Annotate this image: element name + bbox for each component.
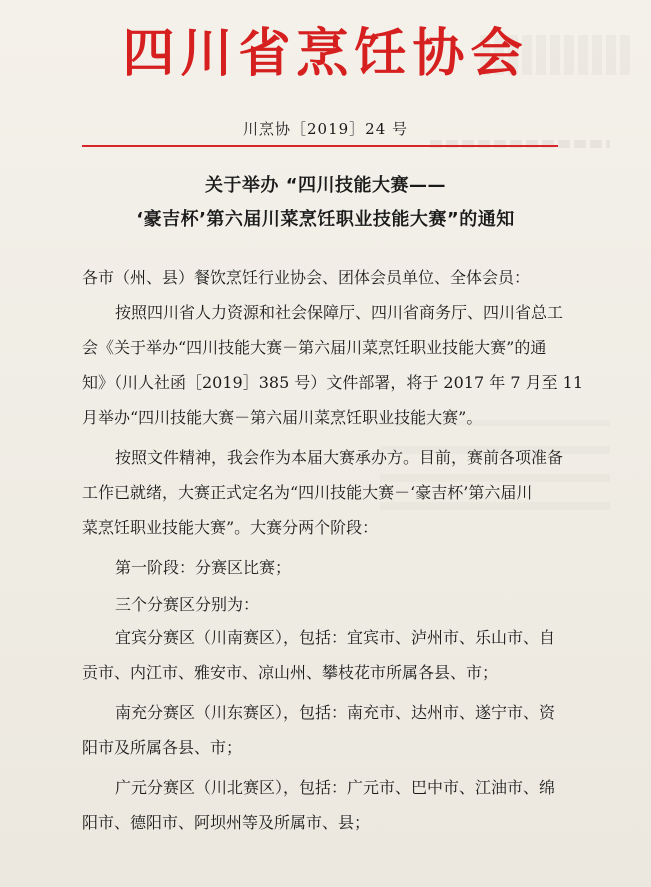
notice-title-line-1: 关于举办 “四川技能大赛—— [204,175,447,196]
body-paragraph-line: 知》（川人社函［2019］385 号）文件部署，将于 2017 年 7 月至 11 [82,373,584,392]
body-paragraph-line: 工作已就绪，大赛正式定名为“四川技能大赛－‘豪吉杯’第六届川 [82,483,533,502]
body-paragraph-line: 会《关于举办“四川技能大赛－第六届川菜烹饪职业技能大赛”的通 [82,338,547,357]
body-paragraph-line: 宜宾分赛区（川南赛区），包括：宜宾市、泸州市、乐山市、自 [115,628,556,647]
body-paragraph-line: 广元分赛区（川北赛区），包括：广元市、巴中市、江油市、绵 [115,778,556,797]
body-paragraph-line: 菜烹饪职业技能大赛”。大赛分两个阶段： [82,518,379,537]
body-paragraph-line: 阳市及所属各县、市； [82,738,243,757]
organization-header: 四川省烹饪协会 [122,24,529,84]
body-paragraph-line: 阳市、德阳市、阿坝州等及所属市、县； [82,813,371,832]
salutation: 各市（州、县）餐饮烹饪行业协会、团体会员单位、全体会员： [82,268,531,287]
body-paragraph-line: 月举办“四川技能大赛－第六届川菜烹饪职业技能大赛”。 [82,408,483,427]
body-paragraph-line: 第一阶段：分赛区比赛； [115,558,292,577]
body-paragraph-line: 南充分赛区（川东赛区），包括：南充市、达州市、遂宁市、资 [115,703,556,722]
body-paragraph-line: 按照四川省人力资源和社会保障厅、四川省商务厅、四川省总工 [115,303,564,322]
header-divider [82,145,558,147]
document-number: 川烹协［2019］24 号 [242,120,409,138]
body-paragraph-line: 三个分赛区分别为： [115,595,260,614]
body-paragraph-line: 按照文件精神，我会作为本届大赛承办方。目前，赛前各项准备 [115,448,564,467]
notice-title-line-2: ‘豪吉杯’第六届川菜烹饪职业技能大赛”的通知 [136,209,515,230]
body-paragraph-line: 贡市、内江市、雅安市、凉山州、攀枝花市所属各县、市； [82,663,499,682]
